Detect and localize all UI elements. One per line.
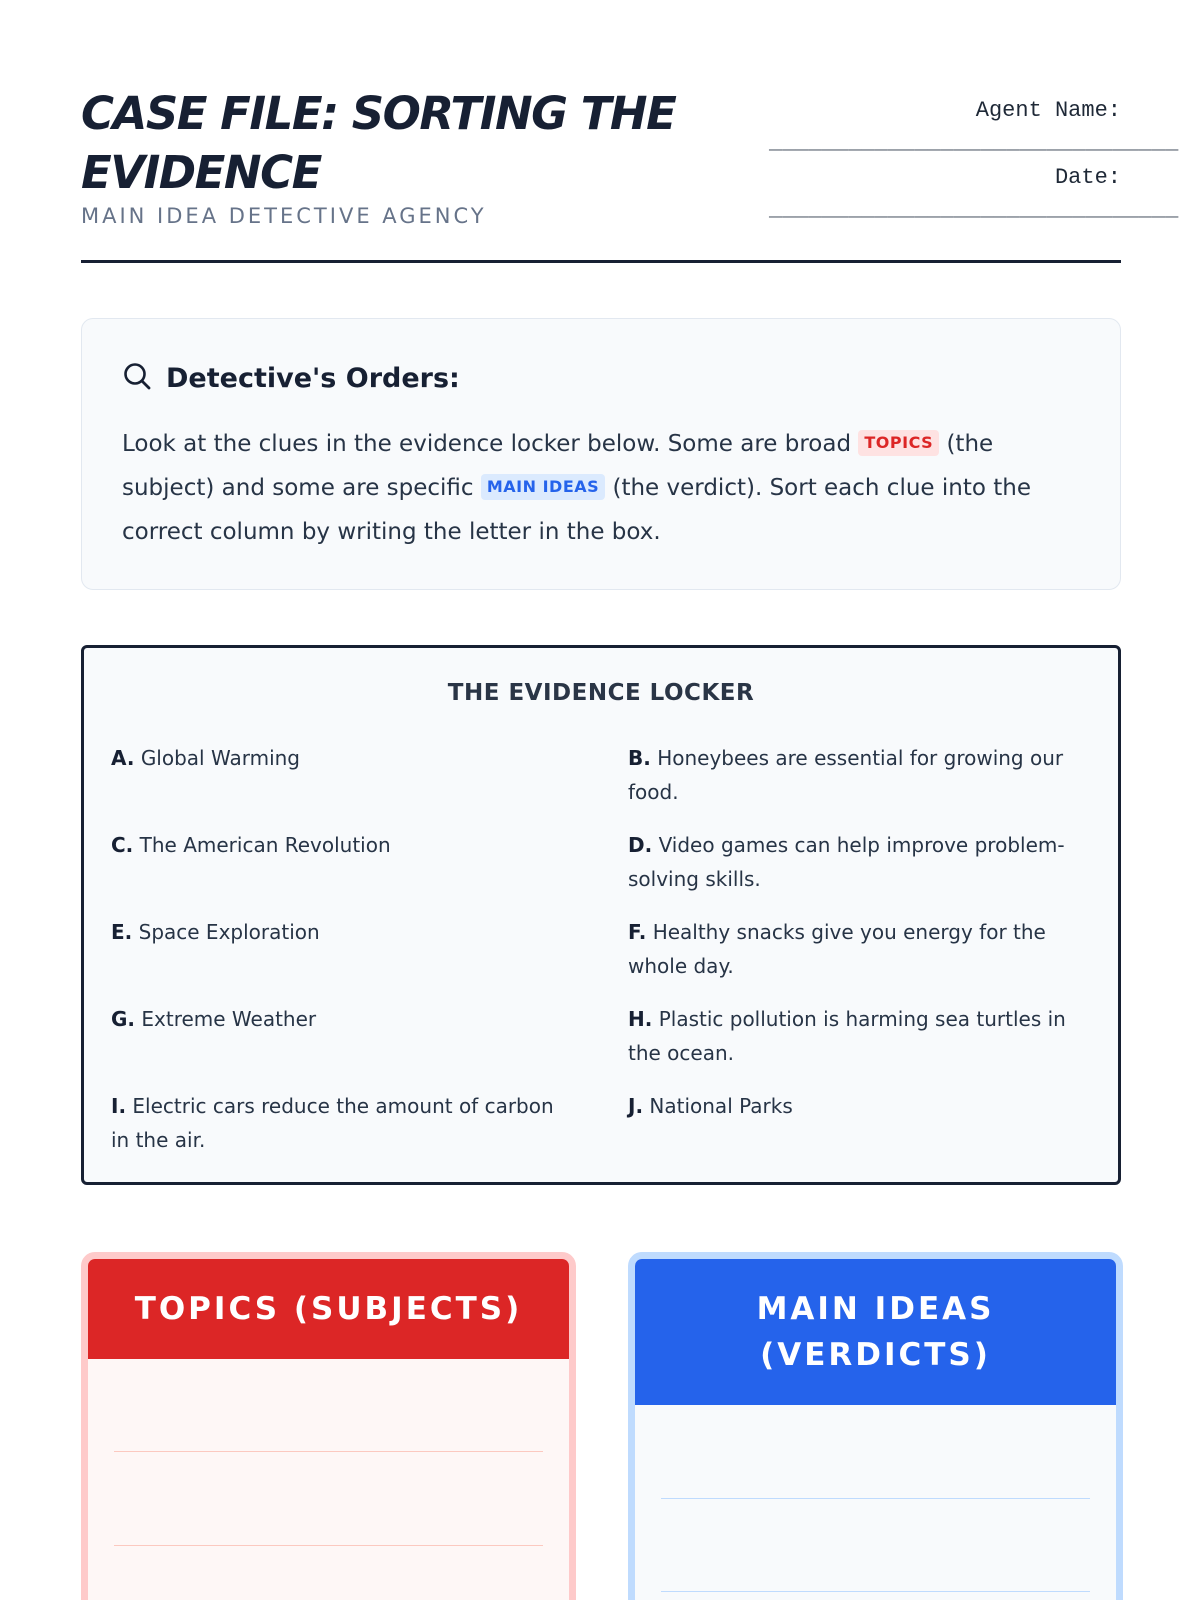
orders-text-part-2: (the subject) and some are specific [122, 431, 994, 501]
clue-text: Global Warming [140, 746, 301, 770]
clue-text: The American Revolution [139, 833, 391, 857]
clue-item [111, 1089, 571, 1157]
page-subtitle: MAIN IDEA DETECTIVE AGENCY [81, 204, 487, 228]
search-icon [122, 361, 152, 396]
agent-info [769, 98, 1179, 232]
clue-letter: J. [628, 1094, 644, 1118]
topics-column-header: TOPICS (SUBJECTS) [88, 1259, 569, 1359]
evidence-locker-title: THE EVIDENCE LOCKER [447, 680, 755, 706]
agent-name-row [769, 98, 1179, 165]
page-title: CASE FILE: SORTING THE EVIDENCE [81, 87, 676, 199]
clue-text: Space Exploration [138, 920, 320, 944]
topics-tag: TOPICS [858, 430, 939, 456]
topics-answer-line[interactable] [114, 1545, 543, 1546]
clue-letter: B. [628, 746, 651, 770]
clue-text: Plastic pollution is harming sea turtles in the ocean. [628, 1007, 1066, 1065]
clue-item [111, 828, 571, 862]
clue-letter: F. [628, 920, 647, 944]
orders-text-part-3: (the verdict). Sort each clue into the correct column by writing the letter in the box. [122, 475, 1031, 545]
clue-text: Honeybees are essential for growing our food. [628, 746, 1064, 804]
evidence-locker [81, 645, 1121, 1185]
clue-item [111, 1002, 571, 1036]
clue-letter: A. [111, 746, 135, 770]
date-row [769, 165, 1179, 232]
clue-text: National Parks [649, 1094, 793, 1118]
orders-title: Detective's Orders: [166, 363, 460, 394]
clue-item [111, 741, 571, 775]
clue-item [628, 741, 1088, 809]
topics-column [81, 1252, 576, 1600]
topics-answer-line[interactable] [114, 1451, 543, 1452]
clue-item [628, 1002, 1088, 1070]
clue-letter: C. [111, 833, 134, 857]
clue-item [628, 1089, 1088, 1123]
date-blank[interactable]: _______________________________ [769, 197, 1179, 222]
clue-letter: D. [628, 833, 653, 857]
detectives-orders-box [81, 318, 1121, 590]
clue-text: Extreme Weather [141, 1007, 317, 1031]
orders-heading [122, 361, 1080, 396]
clue-letter: G. [111, 1007, 136, 1031]
agent-name-blank[interactable]: _______________________________ [769, 130, 1179, 155]
clue-text: Healthy snacks give you energy for the whole day. [628, 920, 1046, 978]
agent-name-label: Agent Name: [975, 98, 1121, 123]
main-ideas-answer-line[interactable] [661, 1498, 1090, 1499]
main-ideas-answer-line[interactable] [661, 1591, 1090, 1592]
clue-item [628, 915, 1088, 983]
clue-letter: I. [111, 1094, 127, 1118]
header-divider [81, 260, 1121, 263]
clue-letter: H. [628, 1007, 653, 1031]
main-ideas-column-header: MAIN IDEAS (VERDICTS) [635, 1259, 1116, 1405]
orders-text-part-1: Look at the clues in the evidence locker below. Some are broad [122, 431, 852, 457]
orders-instructions [122, 422, 1080, 554]
main-ideas-column [628, 1252, 1123, 1600]
worksheet-header [81, 84, 1179, 264]
clue-text: Video games can help improve problem-solving skills. [628, 833, 1065, 891]
clue-letter: E. [111, 920, 133, 944]
clue-item [111, 915, 571, 949]
clue-item [628, 828, 1088, 896]
main-ideas-tag: MAIN IDEAS [481, 474, 605, 500]
date-label: Date: [1054, 165, 1121, 190]
clue-text: Electric cars reduce the amount of carbon in the air. [111, 1094, 554, 1152]
